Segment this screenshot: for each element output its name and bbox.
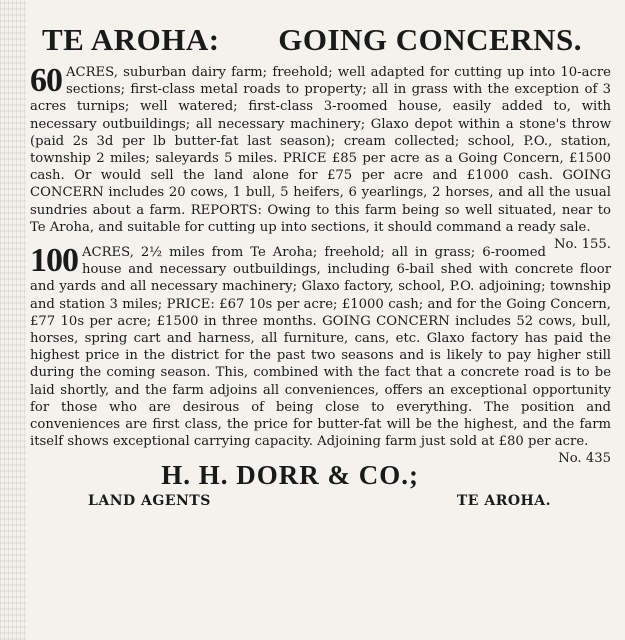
- listing-60-acres: [30, 62, 611, 253]
- listing-text: ACRES, suburban dairy farm; freehold; well adapted for cutting up into 10-acre sections; first-class metal roads to property; all in grass with the exception of 3 acres turnips; well watered; first-class 3-roomed house, easily added to, with necessary outbuildings; all necessary machinery; Glaxo depot within a stone's throw (paid 2s 3d per lb butter-fat last season); cream collected; school, P.O., station, township 2 miles; saleyards 5 miles. PRICE £85 per acre as a Going Concern, £1500 cash. Or would sell the land alone for £75 per acre and £1000 cash. GOING CONCERN includes 20 cows, 1 bull, 5 heifers, 6 yearlings, 2 horses, and all the usual sundries about a farm. REPORTS: Owing to this farm being so well situated, near to Te Aroha, and suitable for cutting up into sections, it should command a ready sale.: [30, 65, 611, 235]
- listing-reference: No. 155.: [554, 237, 611, 253]
- agent-role: LAND AGENTS: [88, 493, 211, 510]
- headline: [42, 22, 582, 58]
- headline-place: TE AROHA:: [42, 22, 220, 57]
- agent-details: [30, 493, 611, 509]
- headline-title: GOING CONCERNS.: [278, 22, 582, 57]
- listing-number: 100: [30, 242, 78, 280]
- listing-100-acres: [30, 242, 611, 467]
- listing-number: 60: [30, 62, 62, 99]
- agent-location: TE AROHA.: [456, 493, 551, 510]
- listing-text: ACRES, 2½ miles from Te Aroha; freehold; all in grass; 6-roomed house and necessary outbuildings, including 6-bail shed with concrete floor and yards and all necessary machinery; Glaxo factory, school, P.O. adjoining; township and station 3 miles; PRICE: £67 10s per acre; £1000 cash; and for the Going Concern, £77 10s per acre; £1500 in three months. GOING CONCERN includes 52 cows, bull, horses, spring cart and harness, all furniture, cans, etc. Glaxo factory has paid the highest price in the district for the past two seasons and is likely to pay higher still during the coming season. This, combined with the fact that a concrete road is to be laid shortly, and the farm adjoins all conveniences, offers an exceptional opportunity for those who are desirous of being close to everything. The position and conveniences are first class, the price for butter-fat will be the highest, and the farm itself shows exceptional carrying capacity. Adjoining farm just sold at £80 per acre.: [30, 245, 611, 450]
- listing-reference: No. 435: [558, 451, 611, 467]
- agent-name: H. H. DORR & CO.;: [161, 460, 419, 491]
